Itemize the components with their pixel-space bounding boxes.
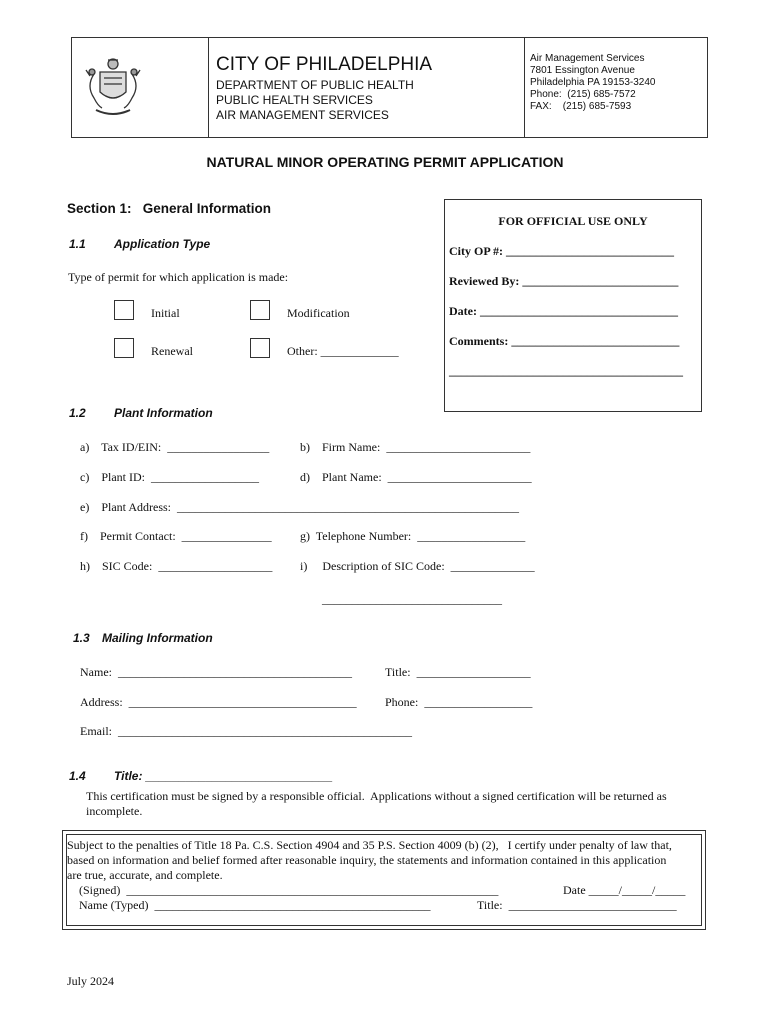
plant-address-field[interactable]: e) Plant Address: _________________________________________________________ (80, 500, 519, 514)
dept-line-2: PUBLIC HEALTH SERVICES (216, 93, 373, 107)
comments-field-line-2[interactable]: _______________________________________ (449, 364, 683, 378)
tax-id-field[interactable]: a) Tax ID/EIN: _________________ (80, 440, 270, 454)
certification-box (62, 830, 706, 930)
form-title: NATURAL MINOR OPERATING PERMIT APPLICATION (206, 154, 564, 170)
official-date-field[interactable]: Date: _________________________________ (449, 304, 678, 318)
section-1-4-title: Title: ____________________________ (114, 769, 333, 783)
section-1-2-number: 1.2 (69, 406, 86, 420)
other-checkbox[interactable] (250, 338, 270, 358)
signature-date-field[interactable]: Date _____/_____/_____ (563, 883, 686, 897)
mailing-title-field[interactable]: Title: ___________________ (385, 665, 531, 679)
signature-field[interactable]: (Signed) ______________________________________________________________ (79, 883, 499, 897)
permit-contact-field[interactable]: f) Permit Contact: _______________ (80, 529, 272, 543)
certification-note-line-1: This certification must be signed by a responsible official. Applications without a signed certification will be returned as (86, 789, 667, 803)
sic-description-line-2[interactable]: ______________________________ (322, 592, 502, 606)
modification-checkbox[interactable] (250, 300, 270, 320)
department-cell (209, 38, 525, 137)
address-cell (525, 38, 707, 137)
permit-type-prompt: Type of permit for which application is made: (68, 270, 289, 284)
section-1-4-number: 1.4 (69, 769, 86, 783)
letterhead (71, 37, 708, 138)
footer-date: July 2024 (67, 974, 115, 988)
other-field[interactable]: Other: _____________ (287, 344, 399, 358)
renewal-checkbox[interactable] (114, 338, 134, 358)
reviewed-by-field[interactable]: Reviewed By: __________________________ (449, 274, 679, 288)
seal-cell (72, 38, 209, 137)
city-name: CITY OF PHILADELPHIA (216, 54, 433, 75)
plant-id-field[interactable]: c) Plant ID: __________________ (80, 470, 259, 484)
address-line-2: 7801 Essington Avenue (530, 65, 635, 76)
initial-label: Initial (151, 306, 180, 320)
mailing-address-field[interactable]: Address: ______________________________________ (80, 695, 357, 709)
fax-line: FAX: (215) 685-7593 (530, 101, 632, 112)
dept-line-3: AIR MANAGEMENT SERVICES (216, 108, 389, 122)
city-op-field[interactable]: City OP #: ____________________________ (449, 244, 674, 258)
section-1-3-title: Mailing Information (102, 631, 213, 645)
sic-description-field[interactable]: i) Description of SIC Code: ______________ (300, 559, 535, 573)
firm-name-field[interactable]: b) Firm Name: ________________________ (300, 440, 531, 454)
initial-checkbox[interactable] (114, 300, 134, 320)
section-1-1-number: 1.1 (69, 237, 86, 251)
official-use-heading: FOR OFFICIAL USE ONLY (498, 214, 648, 228)
official-use-box (444, 199, 702, 412)
modification-label: Modification (287, 306, 350, 320)
certification-note-line-2: incomplete. (86, 804, 143, 818)
address-line-1: Air Management Services (530, 53, 645, 64)
certification-text-line-3: are true, accurate, and complete. (67, 868, 223, 882)
city-seal-icon (78, 52, 148, 122)
plant-name-field[interactable]: d) Plant Name: ________________________ (300, 470, 532, 484)
phone-line: Phone: (215) 685-7572 (530, 89, 636, 100)
section-1-2-title: Plant Information (114, 406, 213, 420)
name-typed-field[interactable]: Name (Typed) ______________________________________________ (79, 898, 431, 912)
sic-code-field[interactable]: h) SIC Code: ___________________ (80, 559, 273, 573)
mailing-phone-field[interactable]: Phone: __________________ (385, 695, 533, 709)
section-1-heading: Section 1: General Information (67, 201, 272, 216)
telephone-number-field[interactable]: g) Telephone Number: __________________ (300, 529, 526, 543)
section-1-1-title: Application Type (114, 237, 211, 251)
address-line-3: Philadelphia PA 19153-3240 (530, 77, 656, 88)
signer-title-field[interactable]: Title: ____________________________ (477, 898, 677, 912)
renewal-label: Renewal (151, 344, 193, 358)
comments-field[interactable]: Comments: ____________________________ (449, 334, 680, 348)
mailing-email-field[interactable]: Email: _________________________________________________ (80, 724, 412, 738)
mailing-name-field[interactable]: Name: _______________________________________ (80, 665, 352, 679)
section-1-3-number: 1.3 (73, 631, 90, 645)
dept-line-1: DEPARTMENT OF PUBLIC HEALTH (216, 78, 414, 92)
certification-text-line-2: based on information and belief formed after reasonable inquiry, the statements and information contained in this application (67, 853, 667, 867)
certification-text-line-1: Subject to the penalties of Title 18 Pa. C.S. Section 4904 and 35 P.S. Section 4009 (b) (2), I certify under penalty of law that, (67, 838, 672, 852)
